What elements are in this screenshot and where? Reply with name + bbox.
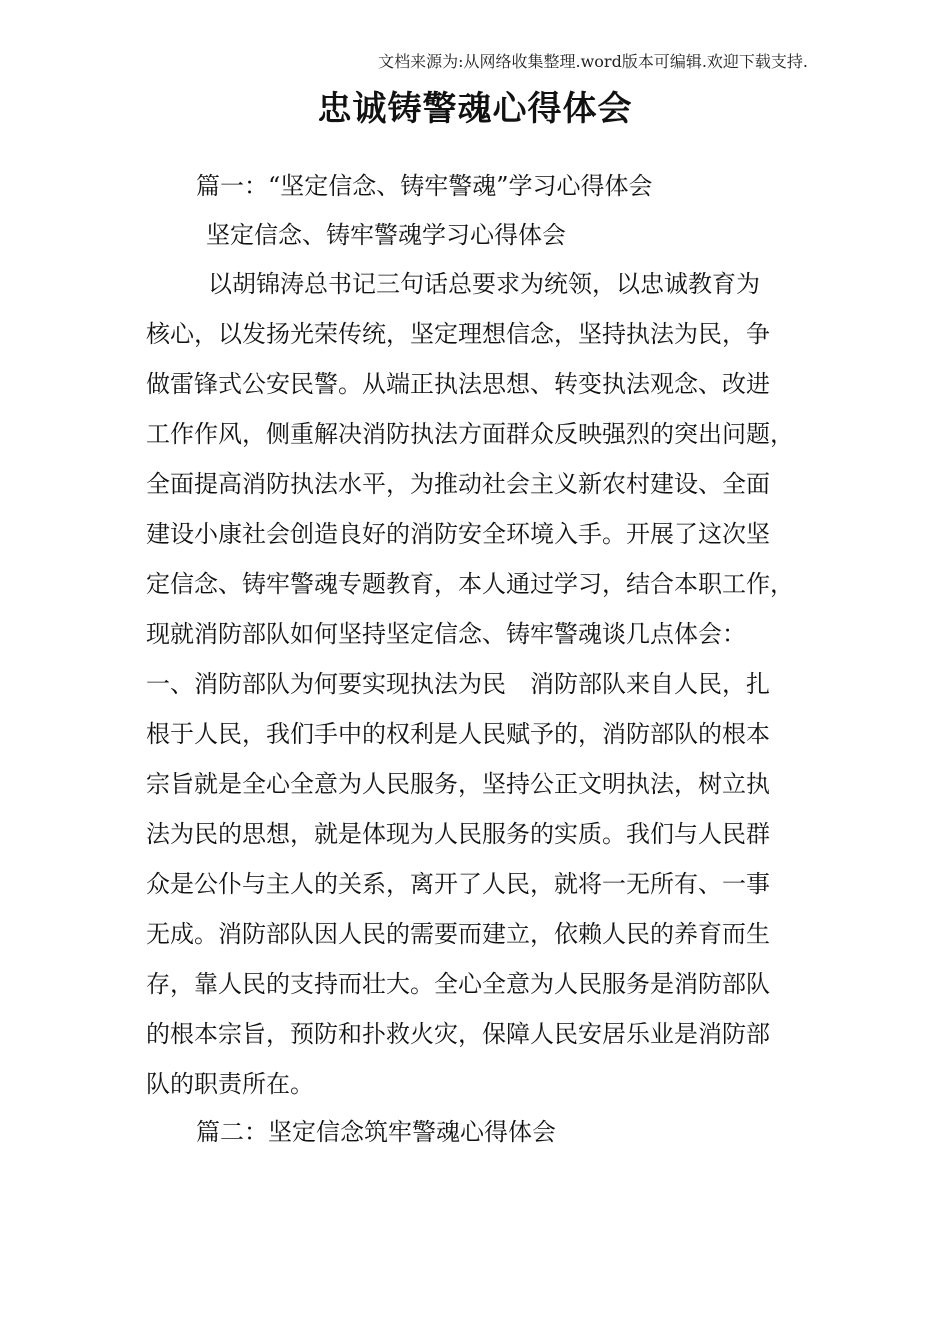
body-line: 一、消防部队为何要实现执法为民 消防部队来自人民，扎: [146, 670, 770, 698]
body-line: 做雷锋式公安民警。从端正执法思想、转变执法观念、改进: [146, 370, 770, 398]
body-line: 无成。消防部队因人民的需要而建立，依赖人民的养育而生: [146, 920, 770, 948]
document-title: 忠诚铸警魂心得体会: [317, 89, 633, 129]
body-line: 工作作风，侧重解决消防执法方面群众反映强烈的突出问题，: [146, 420, 794, 448]
source-note: 文档来源为:从网络收集整理.word版本可编辑.欢迎下载支持.: [378, 52, 808, 71]
body-line: 队的职责所在。: [146, 1070, 314, 1098]
body-line: 核心，以发扬光荣传统，坚定理想信念，坚持执法为民，争: [146, 320, 770, 348]
section-two-heading: 篇二：坚定信念筑牢警魂心得体会: [196, 1118, 556, 1146]
body-line: 的根本宗旨，预防和扑救火灾，保障人民安居乐业是消防部: [146, 1020, 770, 1048]
body-line: 众是公仆与主人的关系，离开了人民，就将一无所有、一事: [146, 870, 770, 898]
body-paragraph: [146, 268, 810, 1118]
body-line: 以胡锦涛总书记三句话总要求为统领，以忠诚教育为: [208, 270, 760, 298]
body-line: 根于人民，我们手中的权利是人民赋予的，消防部队的根本: [146, 720, 770, 748]
body-line: 建设小康社会创造良好的消防安全环境入手。开展了这次坚: [146, 520, 770, 548]
body-line: 宗旨就是全心全意为人民服务，坚持公正文明执法，树立执: [146, 770, 770, 798]
body-line: 全面提高消防执法水平，为推动社会主义新农村建设、全面: [146, 470, 770, 498]
body-line: 定信念、铸牢警魂专题教育，本人通过学习，结合本职工作，: [146, 570, 794, 598]
body-line: 现就消防部队如何坚持坚定信念、铸牢警魂谈几点体会：: [146, 620, 746, 648]
section-one-heading: 篇一：“坚定信念、铸牢警魂”学习心得体会: [196, 172, 653, 200]
article-subtitle: 坚定信念、铸牢警魂学习心得体会: [206, 221, 566, 249]
body-line: 法为民的思想，就是体现为人民服务的实质。我们与人民群: [146, 820, 770, 848]
body-line: 存，靠人民的支持而壮大。全心全意为人民服务是消防部队: [146, 970, 770, 998]
